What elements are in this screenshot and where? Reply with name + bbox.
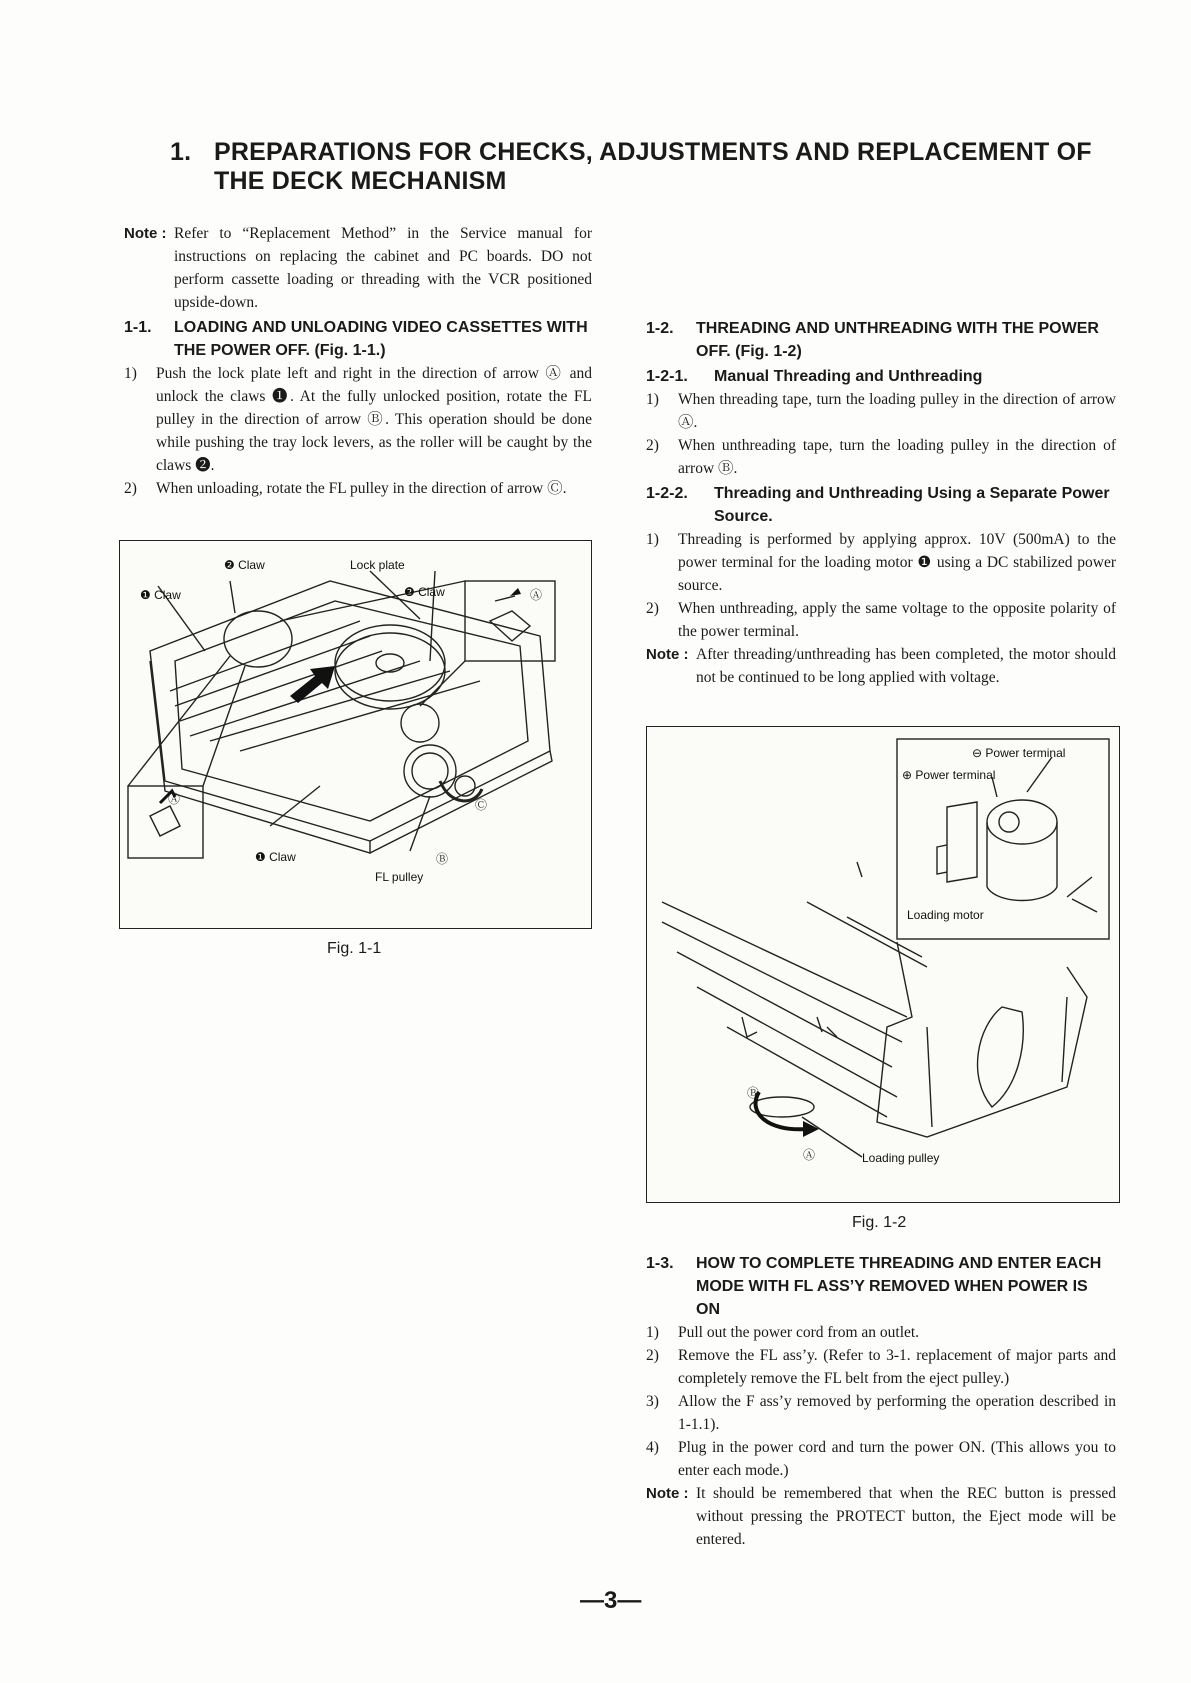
section-heading-number: 1-2.	[646, 320, 674, 337]
label-claw1-bottom: ❶ Claw	[255, 850, 296, 864]
list-item	[646, 1436, 1116, 1482]
note-label: Note :	[646, 1485, 689, 1502]
section-heading-1-2	[646, 317, 1116, 363]
list-item-number: 3)	[646, 1393, 659, 1410]
loading-motor-illustration	[647, 727, 1119, 1202]
label-arrow-c: Ⓒ	[475, 798, 488, 812]
note-label: Note :	[646, 646, 689, 663]
list-item	[646, 434, 1116, 480]
list-item-text: Push the lock plate left and right in the direction of arrow Ⓐ and unlock the claws ❶. At the fully unlocked position, rotate the FL pulley in the direction of arrow Ⓑ. This operation should be done while pushing the tray lock levers, as the roller will be caught by the claws ❷.	[156, 365, 592, 474]
list-item-text: When unthreading, apply the same voltage to the opposite polarity of the power terminal.	[678, 600, 1116, 640]
figure-caption: Fig. 1-1	[327, 940, 382, 957]
label-loading-pulley: Loading pulley	[862, 1151, 940, 1165]
note-block	[124, 222, 592, 314]
list-item-text: Allow the F ass’y removed by performing the operation described in 1-1.1).	[678, 1393, 1116, 1433]
section-1-3	[646, 1250, 1116, 1553]
list-item-number: 1)	[646, 391, 659, 408]
list-item	[646, 597, 1116, 643]
label-claw2-top: ❷ Claw	[224, 558, 265, 572]
subsection-heading-number: 1-2-2.	[646, 485, 688, 502]
list-item	[124, 477, 592, 500]
list-item-number: 2)	[124, 480, 137, 497]
label-fl-pulley: FL pulley	[375, 870, 424, 884]
inset-arrow-icon	[510, 588, 521, 596]
section-number: 1.	[170, 138, 192, 166]
note-block	[646, 1482, 1116, 1551]
list-item	[124, 362, 592, 477]
label-arrow-b: Ⓑ	[436, 852, 449, 866]
label-negative-terminal: ⊖ Power terminal	[972, 746, 1066, 760]
list-item-text: When unthreading tape, turn the loading pulley in the direction of arrow Ⓑ.	[678, 437, 1116, 477]
page-title	[170, 138, 1130, 196]
list-item-text: Remove the FL ass’y. (Refer to 3-1. replacement of major parts and completely remove the FL belt from the eject pulley.)	[678, 1347, 1116, 1387]
note-text: After threading/unthreading has been completed, the motor should not be continued to be long applied with voltage.	[696, 646, 1116, 686]
section-heading-text: HOW TO COMPLETE THREADING AND ENTER EACH MODE WITH FL ASS’Y REMOVED WHEN POWER IS ON	[696, 1255, 1102, 1318]
list-item	[646, 388, 1116, 434]
section-heading-number: 1-1.	[124, 319, 152, 336]
figure-caption: Fig. 1-2	[852, 1214, 907, 1231]
label-lock-plate: Lock plate	[350, 558, 405, 572]
list-item-number: 2)	[646, 600, 659, 617]
title-line-2: THE DECK MECHANISM	[214, 167, 507, 195]
note-block	[646, 643, 1116, 689]
list-item-number: 2)	[646, 1347, 659, 1364]
list-item	[646, 1344, 1116, 1390]
list-item-number: 1)	[646, 531, 659, 548]
section-heading-text: THREADING AND UNTHREADING WITH THE POWER OFF. (Fig. 1-2)	[696, 320, 1099, 360]
list-item-number: 1)	[646, 1324, 659, 1341]
section-heading-text: LOADING AND UNLOADING VIDEO CASSETTES WITH THE POWER OFF. (Fig. 1-1.)	[174, 319, 588, 359]
list-item-text: Plug in the power cord and turn the power ON. (This allows you to enter each mode.)	[678, 1439, 1116, 1479]
list-item-text: When unloading, rotate the FL pulley in the direction of arrow Ⓒ.	[156, 480, 567, 497]
direction-arrow-icon	[290, 666, 335, 703]
page-number: —3—	[580, 1587, 642, 1614]
deck-mechanism-illustration	[120, 541, 591, 928]
list-item-text: Pull out the power cord from an outlet.	[678, 1324, 920, 1341]
list-item-number: 1)	[124, 365, 137, 382]
section-heading-number: 1-3.	[646, 1255, 674, 1272]
note-text: It should be remembered that when the REC button is pressed without pressing the PROTECT button, the Eject mode will be entered.	[696, 1485, 1116, 1548]
label-arrow-a-left: Ⓐ	[168, 792, 181, 806]
note-text: Refer to “Replacement Method” in the Service manual for instructions on replacing the cabinet and PC boards. DO not perform cassette loading or threading with the VCR positioned upside-down.	[174, 225, 592, 311]
subsection-heading-number: 1-2-1.	[646, 368, 688, 385]
list-item-number: 2)	[646, 437, 659, 454]
note-label: Note :	[124, 225, 167, 242]
label-loading-motor: Loading motor	[907, 908, 984, 922]
right-column	[646, 315, 1116, 691]
label-claw2-right: ❷ Claw	[404, 585, 445, 599]
label-positive-terminal: ⊕ Power terminal	[902, 768, 996, 782]
label-arrow-a: Ⓐ	[803, 1148, 816, 1162]
figure-1-1	[119, 540, 592, 929]
section-heading-1-1	[124, 316, 592, 362]
list-item-text: Threading is performed by applying approx. 10V (500mA) to the power terminal for the loading motor ❶ using a DC stabilized power source.	[678, 531, 1116, 594]
list-item-number: 4)	[646, 1439, 659, 1456]
label-claw1-left: ❶ Claw	[140, 588, 181, 602]
subsection-heading-text: Threading and Unthreading Using a Separate Power Source.	[714, 485, 1110, 525]
subsection-heading-1-2-1	[646, 365, 1116, 388]
figure-1-2	[646, 726, 1120, 1203]
list-item	[646, 1321, 1116, 1344]
subsection-heading-1-2-2	[646, 482, 1116, 528]
section-heading-1-3	[646, 1252, 1116, 1321]
list-item	[646, 528, 1116, 597]
list-item	[646, 1390, 1116, 1436]
left-column	[124, 222, 592, 500]
list-item-text: When threading tape, turn the loading pulley in the direction of arrow Ⓐ.	[678, 391, 1116, 431]
label-arrow-b: Ⓑ	[747, 1086, 760, 1100]
label-arrow-a-inset: Ⓐ	[530, 588, 543, 602]
title-line-1: PREPARATIONS FOR CHECKS, ADJUSTMENTS AND REPLACEMENT OF	[214, 138, 1092, 166]
subsection-heading-text: Manual Threading and Unthreading	[714, 368, 983, 385]
